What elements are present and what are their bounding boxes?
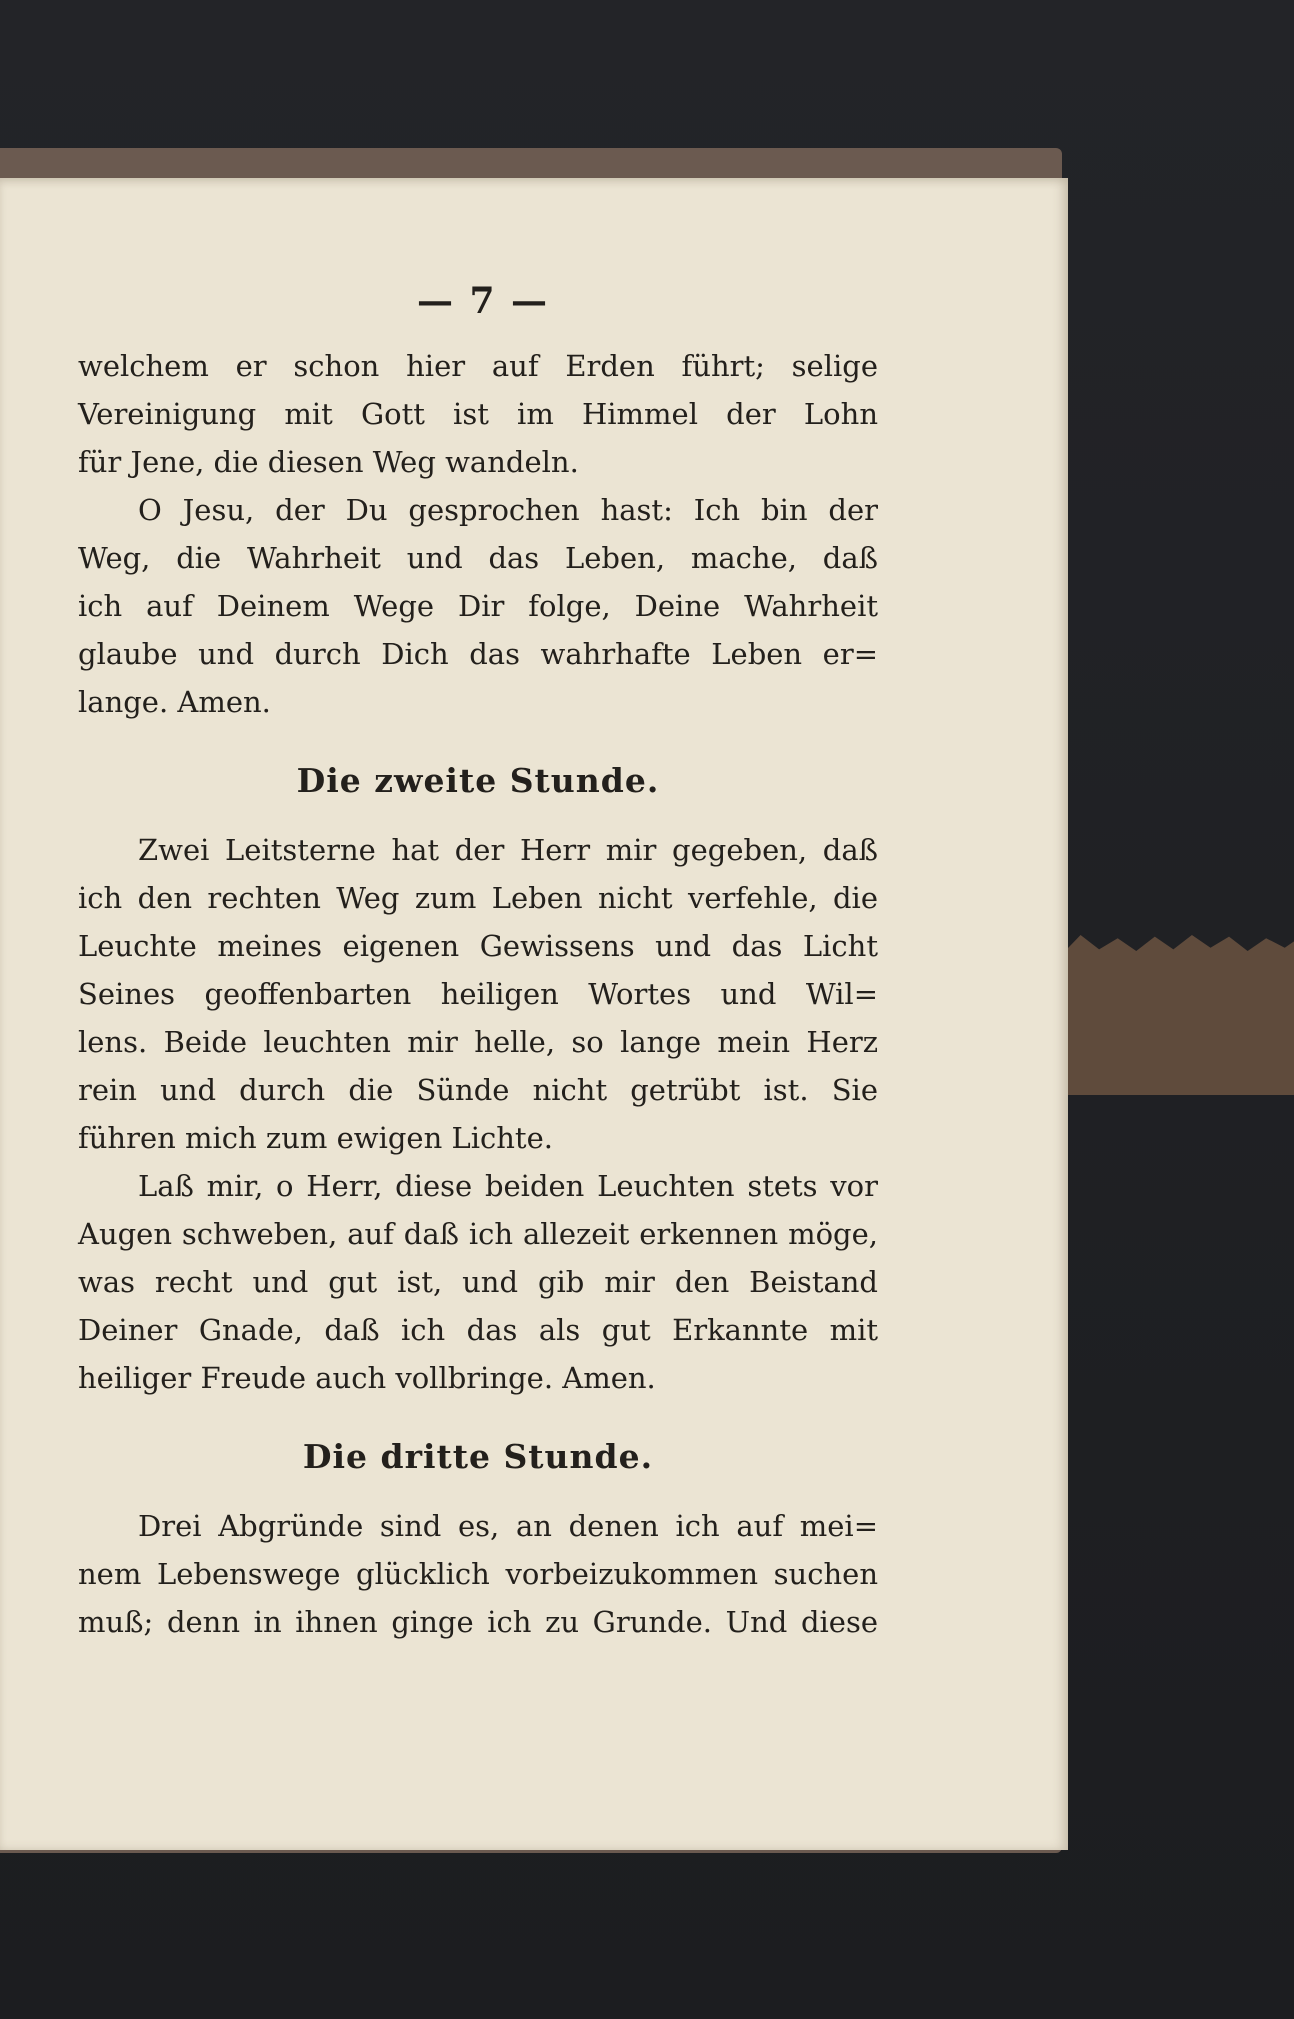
text-line: muß; denn in ihnen ginge ich zu Grunde. Und diese <box>78 1605 878 1639</box>
text-line: Seines geoffenbarten heiligen Wortes und Wil= <box>78 977 878 1011</box>
text-line: Laß mir, o Herr, diese beiden Leuchten stets vor <box>138 1169 878 1203</box>
text-line: glaube und durch Dich das wahrhafte Leben er= <box>78 637 878 671</box>
paragraph-2 <box>78 486 878 726</box>
text-line: Zwei Leitsterne hat der Herr mir gegeben, daß <box>138 833 878 867</box>
section-heading: Die zweite Stunde. <box>296 761 660 800</box>
text-line: lens. Beide leuchten mir helle, so lange mein Herz <box>78 1025 878 1059</box>
text-line: ich den rechten Weg zum Leben nicht verfehle, die <box>78 881 878 915</box>
page-number: — 7 — <box>416 280 550 322</box>
text-line: O Jesu, der Du gesprochen hast: Ich bin der <box>138 493 878 527</box>
section-heading: Die dritte Stunde. <box>302 1437 654 1476</box>
text-line: lange. Amen. <box>78 685 271 719</box>
torn-paper-strip <box>1062 935 1294 1095</box>
text-line: Drei Abgründe sind es, an denen ich auf mei= <box>138 1509 878 1543</box>
paragraph-3 <box>78 826 878 1162</box>
paragraph-4 <box>78 1162 878 1402</box>
paragraph-1 <box>78 342 878 486</box>
text-line: Augen schweben, auf daß ich allezeit erkennen möge, <box>78 1217 878 1251</box>
text-line: führen mich zum ewigen Lichte. <box>78 1121 553 1155</box>
text-line: nem Lebenswege glücklich vorbeizukommen suchen <box>78 1557 878 1591</box>
paragraph-5 <box>78 1502 878 1646</box>
text-line: ich auf Deinem Wege Dir folge, Deine Wahrheit <box>78 589 878 623</box>
page-text <box>78 280 878 1646</box>
text-line: Leuchte meines eigenen Gewissens und das Licht <box>78 929 878 963</box>
text-line: welchem er schon hier auf Erden führt; selige <box>78 349 878 383</box>
text-line: Vereinigung mit Gott ist im Himmel der Lohn <box>78 397 878 431</box>
text-line: heiliger Freude auch vollbringe. Amen. <box>78 1361 656 1395</box>
text-line: für Jene, die diesen Weg wandeln. <box>78 445 579 479</box>
text-line: Weg, die Wahrheit und das Leben, mache, daß <box>78 541 878 575</box>
text-line: was recht und gut ist, und gib mir den Beistand <box>78 1265 878 1299</box>
text-line: rein und durch die Sünde nicht getrübt ist. Sie <box>78 1073 878 1107</box>
text-line: Deiner Gnade, daß ich das als gut Erkannte mit <box>78 1313 878 1347</box>
